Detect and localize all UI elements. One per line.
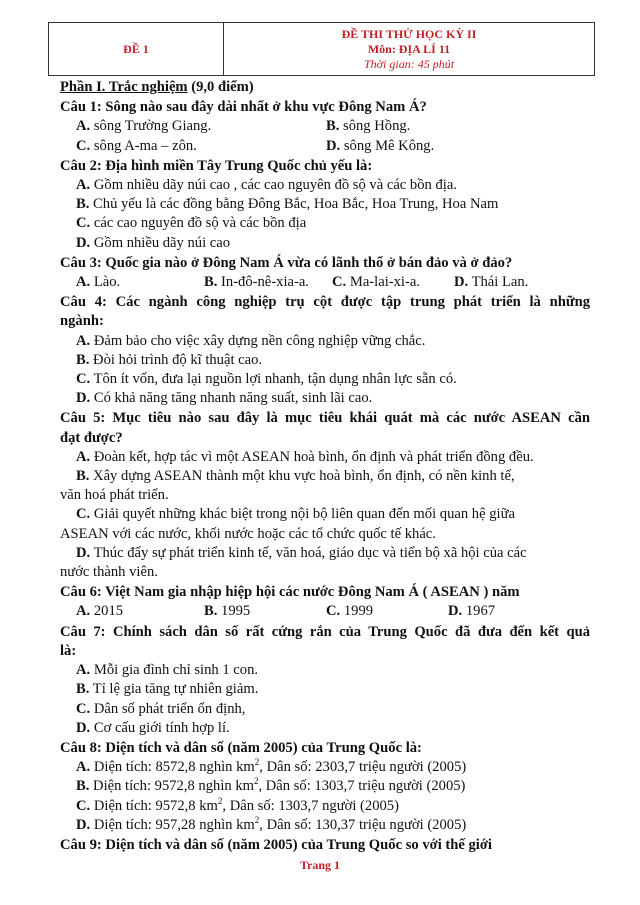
q5-option-c-cont: ASEAN với các nước, khối nước hoặc các tổ chức quốc tế khác. bbox=[60, 525, 436, 542]
exam-content bbox=[60, 78, 590, 855]
exam-time: Thời gian: 45 phút bbox=[363, 56, 455, 71]
q1-options-row1 bbox=[60, 117, 590, 136]
q6-option-b: B. 1995 bbox=[204, 603, 251, 620]
q7-option-b: B. Tỉ lệ gia tăng tự nhiên giảm. bbox=[76, 681, 259, 698]
question-2: Câu 2: Địa hình miền Tây Trung Quốc chủ yếu là: bbox=[60, 157, 373, 174]
q2-option-d: D. Gồm nhiều dãy núi cao bbox=[76, 234, 231, 251]
q8-option-b: B. Diện tích: 9572,8 nghìn $km^2$, Dân số: 1303,7 triệu người (2005) bbox=[76, 776, 466, 795]
question-7-cont: là: bbox=[60, 642, 77, 659]
q2-option-a: A. Gồm nhiều dãy núi cao , các cao nguyên đồ sộ và các bồn địa. bbox=[76, 177, 457, 194]
question-7: Câu 7: Chính sách dân số rất cứng rắn của Trung Quốc đã đưa đến kết quả bbox=[60, 623, 590, 640]
exam-code-cell bbox=[49, 23, 224, 75]
q4-option-a: A. Đảm bảo cho việc xây dựng nền công nghiệp vững chắc. bbox=[76, 332, 426, 349]
q8-option-a: A. Diện tích: 8572,8 nghìn $km^2$, Dân số: 2303,7 triệu người (2005) bbox=[76, 757, 467, 776]
q1-option-d: D. sông Mê Kông. bbox=[326, 137, 435, 154]
q3-option-d: D. Thái Lan. bbox=[454, 274, 529, 291]
question-8: Câu 8: Diện tích và dân số (năm 2005) của Trung Quốc là: bbox=[60, 739, 422, 756]
question-9: Câu 9: Diện tích và dân số (năm 2005) của Trung Quốc so với thế giới bbox=[60, 836, 492, 853]
q5-option-c: C. Giải quyết những khác biệt trong nội bộ liên quan đến mối quan hệ giữa bbox=[76, 506, 515, 523]
q3-options-row bbox=[60, 273, 590, 292]
exam-subject: Môn: ĐỊA LÍ 11 bbox=[367, 41, 451, 56]
q1-option-b: B. sông Hồng. bbox=[326, 118, 411, 135]
q4-option-c: C. Tôn ít vốn, đưa lại nguồn lợi nhanh, tận dụng nhân lực sẵn có. bbox=[76, 371, 457, 388]
question-6: Câu 6: Việt Nam gia nhập hiệp hội các nước Đông Nam Á ( ASEAN ) năm bbox=[60, 584, 520, 601]
q6-option-d: D. 1967 bbox=[448, 603, 496, 620]
exam-title: ĐỀ THI THỬ HỌC KỲ II bbox=[341, 26, 477, 41]
page-footer bbox=[0, 858, 640, 873]
q7-option-d: D. Cơ cấu giới tính hợp lí. bbox=[76, 719, 230, 736]
q8-option-d: D. Diện tích: 957,28 nghìn $km^2$, Dân số: 130,37 triệu người (2005) bbox=[76, 814, 467, 833]
section-title: Phần I. Trắc nghiệm (9,0 điểm) bbox=[60, 79, 254, 95]
q3-option-a: A. Lào. bbox=[76, 274, 121, 291]
question-1: Câu 1: Sông nào sau đây dài nhất ở khu vực Đông Nam Á? bbox=[60, 99, 427, 116]
q3-option-c: C. Ma-lai-xi-a. bbox=[332, 274, 420, 291]
q5-option-b: B. Xây dựng ASEAN thành một khu vực hoà bình, ổn định, có nền kinh tế, bbox=[76, 468, 515, 485]
q8-option-c: C. Diện tích: 9572,8 $km^2$, Dân số: 1303,7 người (2005) bbox=[76, 795, 399, 814]
q5-option-a: A. Đoàn kết, hợp tác vì một ASEAN hoà bình, ổn định và phát triển đồng đều. bbox=[76, 448, 534, 465]
question-5-cont: đạt được? bbox=[60, 429, 123, 446]
q4-option-d: D. Có khả năng tăng nhanh năng suất, sinh lãi cao. bbox=[76, 390, 373, 407]
question-4-cont: ngành: bbox=[60, 313, 104, 330]
q5-option-d-cont: nước thành viên. bbox=[60, 564, 158, 581]
exam-header bbox=[48, 22, 595, 76]
q1-options-row2 bbox=[60, 137, 590, 156]
q4-option-b: B. Đòi hỏi trình độ kĩ thuật cao. bbox=[76, 351, 263, 368]
q3-option-b: B. In-đô-nê-xia-a. bbox=[204, 274, 309, 291]
q2-option-c: C. các cao nguyên đồ sộ và các bồn địa bbox=[76, 215, 307, 232]
q1-option-c: C. sông A-ma – zôn. bbox=[76, 137, 197, 154]
q5-option-d: D. Thúc đẩy sự phát triển kinh tế, văn hoá, giáo dục và tiến bộ xã hội của các bbox=[76, 544, 527, 561]
q6-options-row bbox=[60, 602, 590, 621]
question-4: Câu 4: Các ngành công nghiệp trụ cột được tập trung phát triển là những bbox=[60, 294, 590, 311]
question-3: Câu 3: Quốc gia nào ở Đông Nam Á vừa có lãnh thổ ở bán đảo và ở đảo? bbox=[60, 254, 513, 271]
q5-option-b-cont: văn hoá phát triển. bbox=[60, 487, 169, 504]
exam-info-cell bbox=[224, 23, 594, 75]
page-number: Trang 1 bbox=[299, 858, 341, 872]
exam-code: ĐỀ 1 bbox=[123, 41, 149, 56]
q7-option-a: A. Mỗi gia đình chỉ sinh 1 con. bbox=[76, 662, 259, 679]
q2-option-b: B. Chủ yếu là các đồng bằng Đông Bắc, Hoa Bắc, Hoa Trung, Hoa Nam bbox=[76, 196, 499, 213]
question-5: Câu 5: Mục tiêu nào sau đây là mục tiêu khái quát mà các nước ASEAN cần bbox=[60, 410, 590, 427]
q6-option-c: C. 1999 bbox=[326, 603, 374, 620]
q7-option-c: C. Dân số phát triển ổn định, bbox=[76, 700, 246, 717]
q6-option-a: A. 2015 bbox=[76, 603, 124, 620]
q1-option-a: A. sông Trường Giang. bbox=[76, 118, 212, 135]
